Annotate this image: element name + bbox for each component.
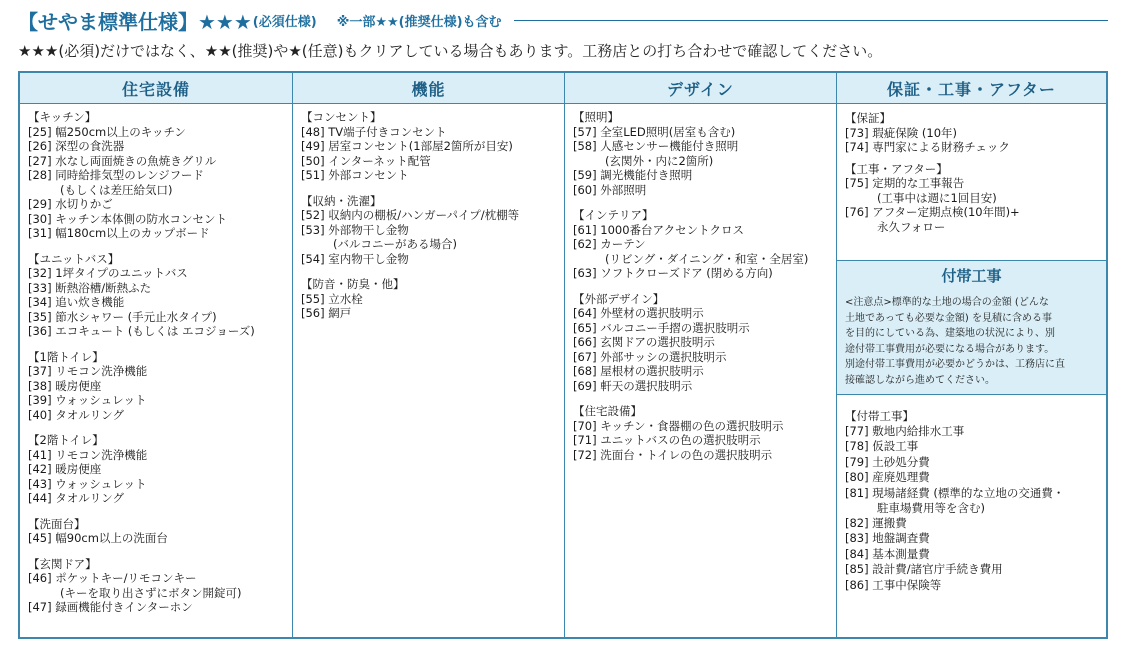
spec-item: [39] ウォッシュレット xyxy=(28,393,147,407)
group-title: 【保証】 xyxy=(845,111,891,125)
column-heading: 保証・工事・アフター xyxy=(837,73,1106,104)
spec-item: [60] 外部照明 xyxy=(573,182,647,197)
spec-item: [33] 断熱浴槽/断熱ふた xyxy=(28,280,152,295)
spec-item: [77] 敷地内給排水工事 xyxy=(845,423,965,438)
spec-group xyxy=(301,194,564,267)
spec-item: [41] リモコン洗浄機能 xyxy=(28,447,148,462)
group-title: 【玄関ドア】 xyxy=(28,556,97,571)
group-title: 【コンセント】 xyxy=(301,110,382,124)
page-title-sub: (必須仕様) xyxy=(252,14,317,30)
spec-item: [79] 土砂処分費 xyxy=(845,454,930,469)
spec-item: [28] 同時給排気型のレンジフード xyxy=(28,168,204,182)
group-title: 【外部デザイン】 xyxy=(573,291,665,306)
column-heading: 機能 xyxy=(293,73,564,104)
spec-group xyxy=(573,110,836,197)
spec-group xyxy=(28,110,292,241)
group-title: 【住宅設備】 xyxy=(573,404,642,418)
note-line: 途付帯工事費用が必要になる場合があります。 xyxy=(845,343,1055,355)
column-body xyxy=(20,104,292,615)
spec-item-continuation: (リビング・ダイニング・和室・全居室) xyxy=(605,251,809,266)
spec-item: [55] 立水栓 xyxy=(301,291,363,306)
spec-item-continuation: (キーを取り出さずにボタン開錠可) xyxy=(60,585,242,600)
spec-item: [54] 室内物干し金物 xyxy=(301,251,409,266)
spec-item: [61] 1000番台アクセントクロス xyxy=(573,222,744,237)
page-title-note: ※一部★★(推奨仕様)も含む xyxy=(336,14,502,30)
group-title: 【ユニットバス】 xyxy=(28,251,120,266)
column-heading: デザイン xyxy=(565,73,836,104)
spec-item: [26] 深型の食洗器 xyxy=(28,139,125,153)
spec-item: [30] キッチン本体側の防水コンセント xyxy=(28,211,227,226)
spec-item: [71] ユニットバスの色の選択肢明示 xyxy=(573,433,761,447)
spec-item: [37] リモコン洗浄機能 xyxy=(28,364,148,378)
column-design xyxy=(564,73,836,637)
spec-group xyxy=(301,277,564,321)
spec-group xyxy=(28,517,292,546)
note-line: 土地であっても必要な金額) を見積に含める事 xyxy=(845,312,1052,324)
column-heading: 住宅設備 xyxy=(20,73,292,104)
spec-item: [57] 全室LED照明(居室も含む) xyxy=(573,124,736,139)
spec-item: [46] ポケットキー/リモコンキー xyxy=(28,571,197,585)
extra-work-note xyxy=(837,289,1106,395)
spec-item: [66] 玄関ドアの選択肢明示 xyxy=(573,335,715,349)
spec-item: [63] ソフトクローズドア (閉める方向) xyxy=(573,266,773,280)
spec-item: [56] 網戸 xyxy=(301,306,352,320)
spec-item: [68] 屋根材の選択肢明示 xyxy=(573,364,704,378)
column-warranty xyxy=(836,73,1106,637)
spec-item: [42] 暖房便座 xyxy=(28,462,102,476)
spec-item: [38] 暖房便座 xyxy=(28,378,102,393)
spec-item: [85] 設計費/諸官庁手続き費用 xyxy=(845,562,1003,576)
spec-item: [31] 幅180cm以上のカップボード xyxy=(28,226,210,240)
spec-group xyxy=(573,292,836,394)
page-subtitle: ★★★(必須)だけではなく、★★(推奨)や★(任意)もクリアしている場合もあります。工務店との打ち合わせで確認してください。 xyxy=(18,42,883,60)
group-title: 【照明】 xyxy=(573,110,619,124)
spec-item: [29] 水切りかご xyxy=(28,197,113,211)
spec-group xyxy=(28,350,292,423)
spec-item: [65] バルコニー手摺の選択肢明示 xyxy=(573,320,750,335)
spec-item: [72] 洗面台・トイレの色の選択肢明示 xyxy=(573,447,773,462)
spec-item: [25] 幅250cm以上のキッチン xyxy=(28,124,186,139)
spec-item: [32] 1坪タイプのユニットバス xyxy=(28,266,188,280)
extra-work-list xyxy=(837,403,1106,593)
note-line: 別途付帯工事費用が必要かどうかは、工務店に直 xyxy=(845,359,1065,370)
spec-group xyxy=(301,110,564,183)
spec-item: [50] インターネット配管 xyxy=(301,153,431,168)
group-title: 【洗面台】 xyxy=(28,516,86,531)
spec-item-continuation: (バルコニーがある場合) xyxy=(333,237,457,251)
spec-item: [84] 基本測量費 xyxy=(845,546,930,561)
group-title: 【2階トイレ】 xyxy=(28,433,104,447)
spec-item: [81] 現場諸経費 (標準的な立地の交通費・ xyxy=(845,485,1065,500)
spec-group xyxy=(573,404,836,462)
spec-item: [82] 運搬費 xyxy=(845,515,907,530)
spec-item-continuation: 駐車場費用等を含む) xyxy=(877,501,985,515)
group-title: 【1階トイレ】 xyxy=(28,349,104,364)
group-title: 【付帯工事】 xyxy=(845,409,914,423)
spec-item: [86] 工事中保険等 xyxy=(845,577,942,592)
note-line: <注意点>標準的な土地の場合の金額 (どんな xyxy=(845,297,1049,308)
spec-item: [48] TV端子付きコンセント xyxy=(301,124,447,139)
page-title: 【せやま標準仕様】★★★ xyxy=(18,9,252,34)
group-title: 【インテリア】 xyxy=(573,208,654,222)
spec-group xyxy=(28,433,292,506)
group-title: 【防音・防臭・他】 xyxy=(301,277,405,291)
spec-item: [76] アフター定期点検(10年間)+ xyxy=(845,205,1020,219)
spec-item: [34] 追い炊き機能 xyxy=(28,295,125,309)
column-function xyxy=(292,73,564,637)
spec-item: [74] 専門家による財務チェック xyxy=(845,140,1010,154)
spec-item: [70] キッチン・食器棚の色の選択肢明示 xyxy=(573,418,784,433)
spec-item: [75] 定期的な工事報告 xyxy=(845,176,965,190)
group-title: 【工事・アフター】 xyxy=(845,161,948,176)
page-header xyxy=(18,6,1108,34)
spec-item: [83] 地盤調査費 xyxy=(845,531,930,545)
column-body xyxy=(837,103,1106,261)
note-line: を目的にしている為、建築地の状況により、別 xyxy=(845,328,1055,339)
spec-item: [64] 外壁材の選択肢明示 xyxy=(573,306,704,320)
spec-item: [59] 調光機能付き照明 xyxy=(573,168,693,182)
spec-item: [51] 外部コンセント xyxy=(301,168,409,182)
spec-item: [44] タオルリング xyxy=(28,491,125,505)
spec-item-continuation: (玄関外・内に2箇所) xyxy=(605,153,714,168)
spec-item: [73] 瑕疵保険 (10年) xyxy=(845,125,958,140)
spec-item: [40] タオルリング xyxy=(28,407,125,422)
spec-item: [80] 産廃処理費 xyxy=(845,470,930,484)
spec-table xyxy=(18,71,1108,639)
spec-item: [58] 人感センサー機能付き照明 xyxy=(573,139,739,153)
column-body xyxy=(565,104,836,462)
spec-item: [67] 外部サッシの選択肢明示 xyxy=(573,349,727,364)
column-housing-equipment xyxy=(20,73,292,637)
spec-item: [62] カーテン xyxy=(573,237,646,251)
spec-group xyxy=(28,557,292,615)
spec-group xyxy=(28,252,292,339)
group-title: 【キッチン】 xyxy=(28,110,97,124)
spec-item: [69] 軒天の選択肢明示 xyxy=(573,378,693,393)
spec-item: [53] 外部物干し金物 xyxy=(301,222,409,237)
spec-item: [43] ウォッシュレット xyxy=(28,476,147,491)
spec-item: [36] エコキュート (もしくは エコジョーズ) xyxy=(28,324,255,338)
spec-group xyxy=(845,162,1106,235)
extra-work-heading: 付帯工事 xyxy=(837,261,1106,289)
note-line: 接確認しながら進めてください。 xyxy=(845,374,995,386)
spec-item-continuation: (工事中は週に1回目安) xyxy=(877,190,997,205)
spec-item: [47] 録画機能付きインターホン xyxy=(28,600,193,614)
spec-item: [52] 収納内の棚板/ハンガーパイプ/枕棚等 xyxy=(301,208,520,222)
spec-item-continuation: 永久フォロー xyxy=(877,219,946,234)
spec-item: [45] 幅90cm以上の洗面台 xyxy=(28,531,168,545)
spec-item: [27] 水なし両面焼きの魚焼きグリル xyxy=(28,153,217,168)
spec-group xyxy=(573,208,836,281)
spec-item: [78] 仮設工事 xyxy=(845,439,919,453)
spec-item: [35] 節水シャワー (手元止水タイプ) xyxy=(28,309,217,324)
spec-item-continuation: (もしくは差圧給気口) xyxy=(60,182,173,197)
title-divider xyxy=(514,20,1108,21)
spec-group xyxy=(845,111,1106,155)
column-body xyxy=(293,104,564,321)
group-title: 【収納・洗濯】 xyxy=(301,193,382,208)
spec-item: [49] 居室コンセント(1部屋2箇所が目安) xyxy=(301,139,513,153)
